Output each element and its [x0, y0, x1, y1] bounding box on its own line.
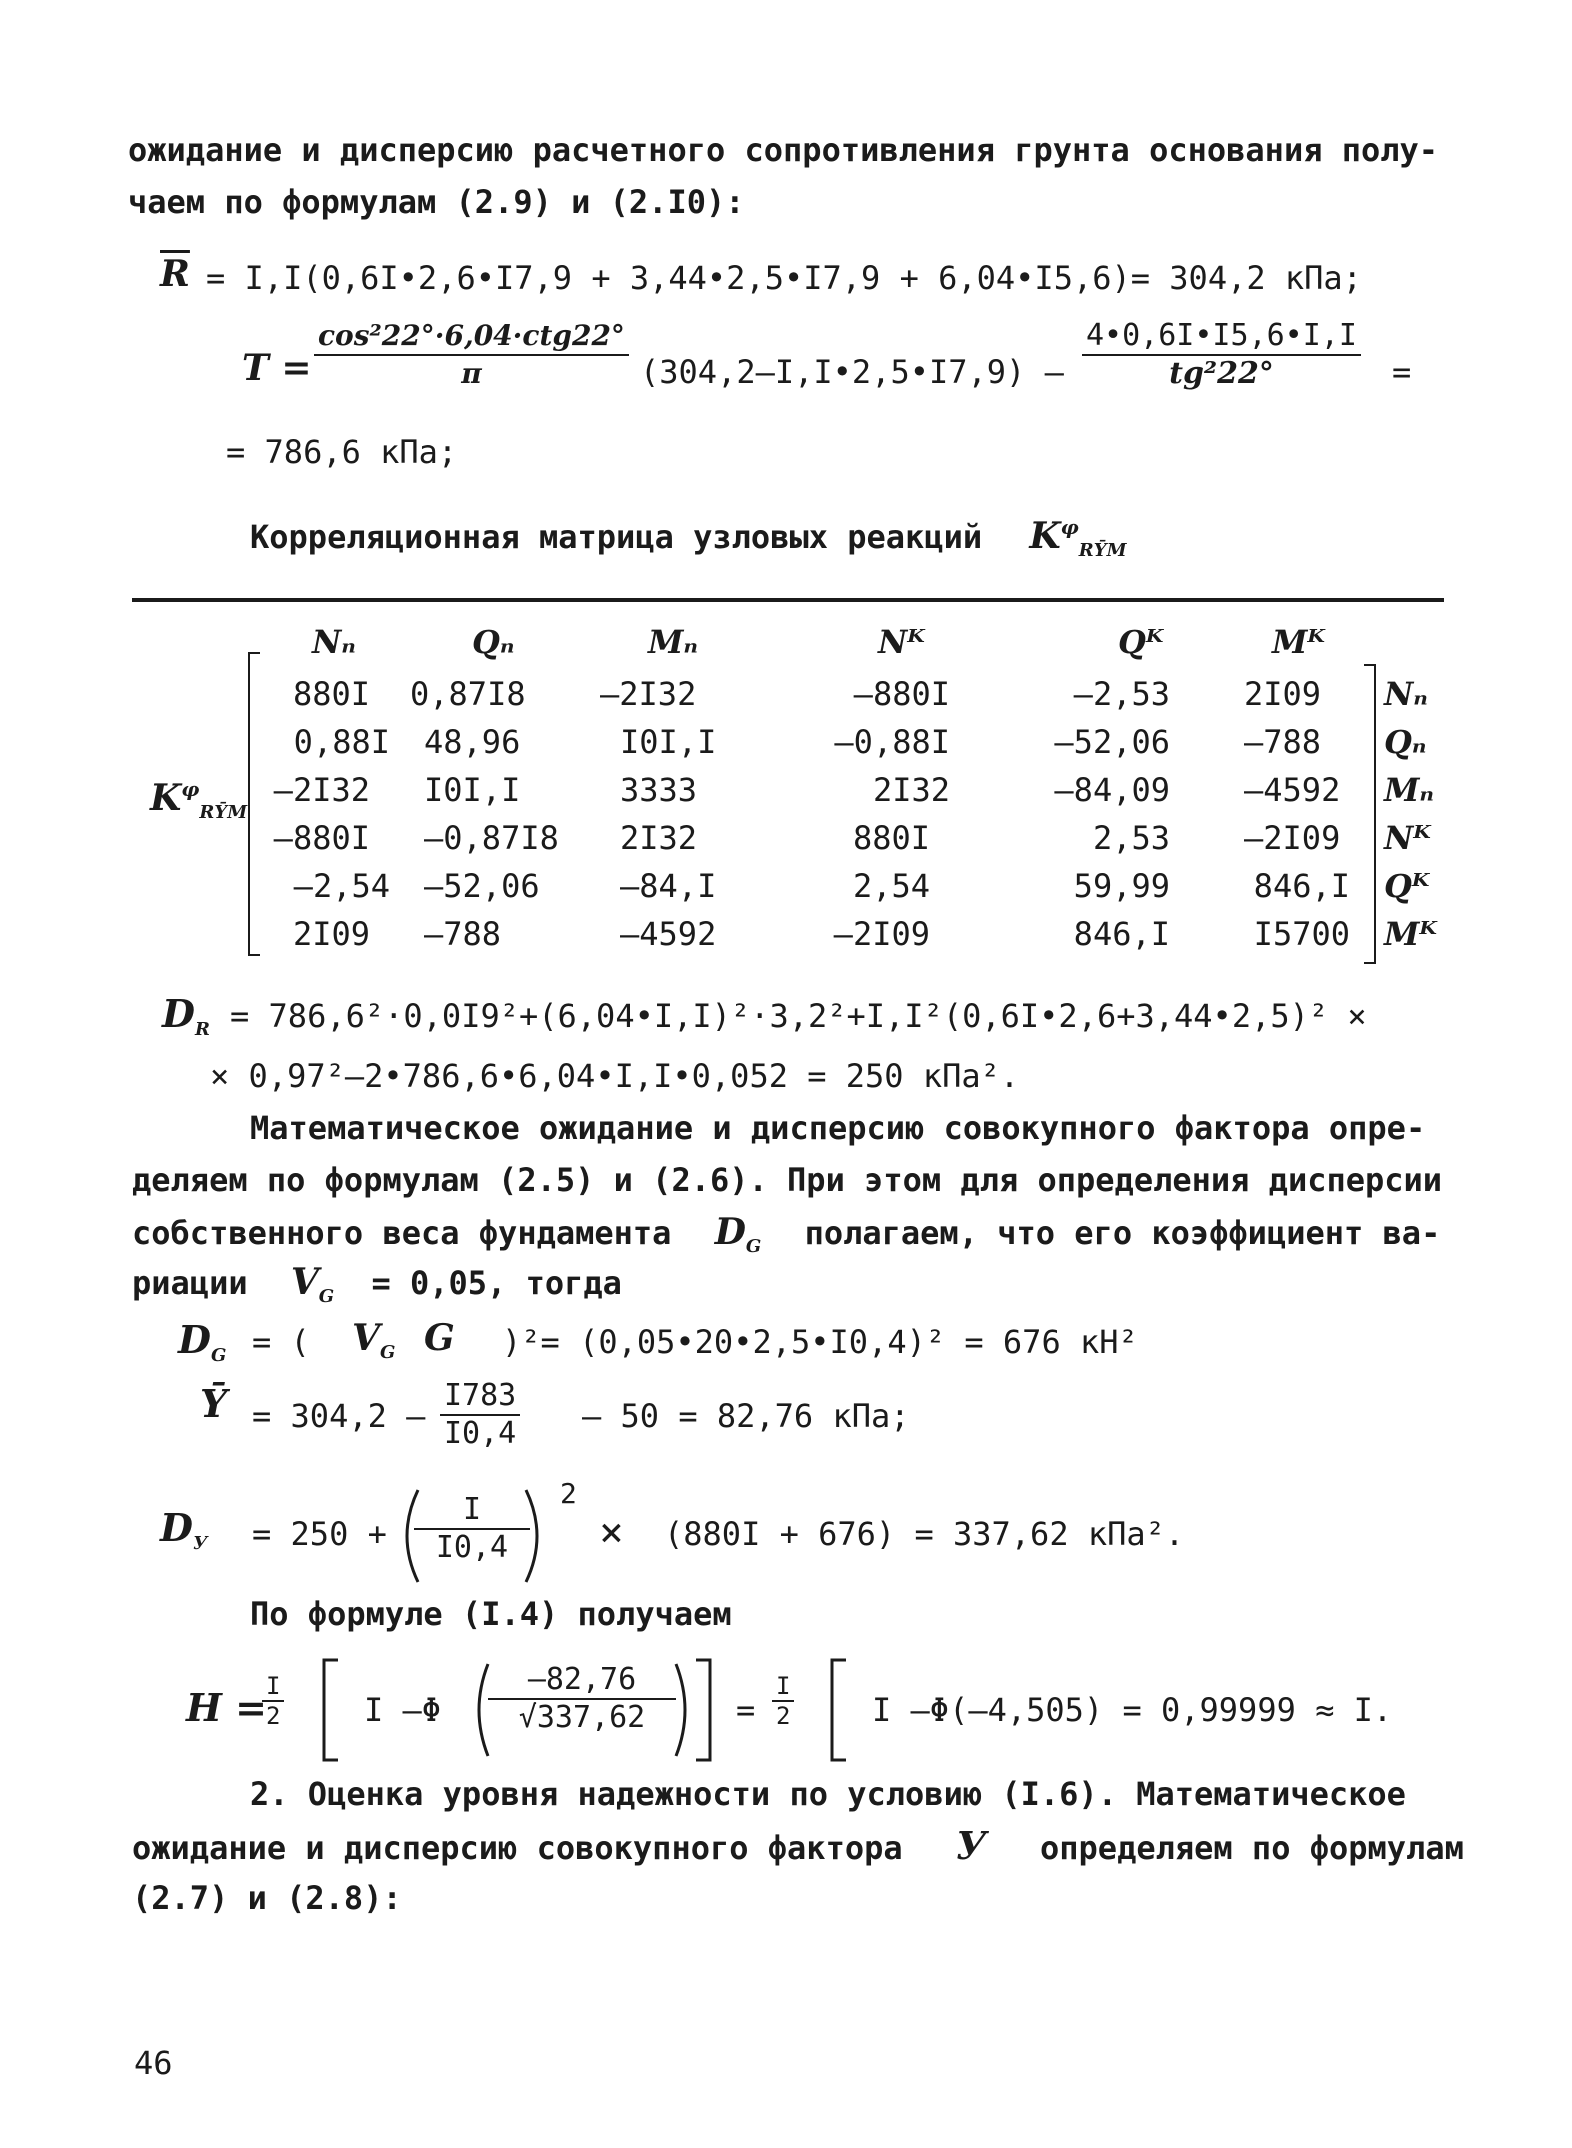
eq-h-right-bracket-1 [688, 1656, 718, 1764]
matrix-cell: –788 [1244, 723, 1322, 761]
matrix-cell: –0,87I8 [424, 819, 559, 857]
eq-y-lead: = 304,2 – [252, 1397, 426, 1435]
eq-dy-lead: = 250 + [252, 1515, 387, 1553]
col-header-nk: Nᴷ [878, 623, 925, 661]
dr-symbol: D [162, 991, 195, 1036]
eq-h-left-bracket-1 [316, 1656, 346, 1764]
vg-sub: G [318, 1286, 335, 1307]
eq-dg-sym: D [178, 1317, 211, 1362]
eq-h-half2-num: I [772, 1672, 794, 1702]
matrix-cell: 880I [292, 675, 370, 713]
matrix-cell: –788 [424, 915, 502, 953]
matrix-cell: 846,I [1253, 867, 1350, 905]
row-header-qn: Qₙ [1384, 723, 1427, 761]
matrix-cell: –4592 [1244, 771, 1341, 809]
row-header-mn: Mₙ [1384, 771, 1435, 809]
matrix-cell: I5700 [1253, 915, 1350, 953]
eq-h-half-1 [262, 1672, 284, 1730]
eq-h-part2: I –Φ(–4,505) = 0,99999 ≈ I. [872, 1691, 1393, 1729]
eq-dy-rest: (880I + 676) = 337,62 кПа². [664, 1515, 1185, 1553]
matrix-cell: –52,06 [424, 867, 540, 905]
row-header-mk: Mᴷ [1384, 915, 1437, 953]
eq-h-fraction [488, 1662, 676, 1736]
matrix-cell: 59,99 [1073, 867, 1170, 905]
eq-dy-fraction [414, 1492, 530, 1566]
eq-t-frac1-denominator: π [461, 357, 482, 390]
matrix-cell: –880I [273, 819, 370, 857]
eq-h-part1-text: I –Φ [364, 1691, 442, 1729]
eq-h-part1 [364, 1690, 441, 1730]
matrix-cell: 846,I [1073, 915, 1170, 953]
para3-line-2-a: ожидание и дисперсию совокупного фактора [132, 1829, 903, 1867]
col-header-nn: Nₙ [312, 623, 356, 661]
matrix-cell: 2,53 [1092, 819, 1170, 857]
eq-y-symbol: Ȳ [200, 1381, 228, 1426]
eq-dg-g: G [424, 1317, 455, 1359]
matrix-cell: 2I09 [292, 915, 370, 953]
eq-dy-power: 2 [560, 1477, 577, 1510]
intro-line-2: чаем по формулам (2.9) и (2.I0): [128, 183, 745, 221]
eq-h-symbol: H = [186, 1685, 267, 1730]
eq-h-half2-den: 2 [776, 1702, 791, 1730]
eq-y-rest: – 50 = 82,76 кПа; [582, 1397, 910, 1435]
eq-t-fraction-2 [1082, 318, 1361, 392]
matrix-caption-symbol [1029, 515, 1127, 561]
dg-sym: D [714, 1211, 746, 1253]
matrix-cell: 2I09 [1244, 675, 1322, 713]
matrix-cell: 880I [852, 819, 930, 857]
matrix-cell: 2,54 [852, 867, 930, 905]
para3-line-1: 2. Оценка уровня надежности по условию (I.6). Математическое [250, 1775, 1406, 1813]
eq-t-frac1-numerator: cos²22°·6,04·ctg22° [314, 318, 629, 356]
matrix-cell: –84,09 [1054, 771, 1170, 809]
para3-line-2 [132, 1823, 1464, 1868]
matrix-cell: –0,88I [834, 723, 950, 761]
eq-t-frac2-denominator: tg²22° [1169, 356, 1274, 391]
para2-vg-symbol [290, 1261, 335, 1307]
formula-ref-line: По формуле (I.4) получаем [250, 1595, 732, 1633]
eq-dy-sym: D [160, 1505, 193, 1550]
eq-dg-v-sym: V [352, 1317, 380, 1359]
eq-y-fraction [440, 1378, 520, 1452]
para2-line-3-b: полагаем, что его коэффициент ва- [804, 1214, 1441, 1252]
para2-line-3 [132, 1211, 1441, 1257]
eq-t-result: = 786,6 кПа; [226, 433, 458, 471]
matrix-cell: 2I32 [620, 819, 698, 857]
eq-r-symbol [160, 254, 190, 294]
caption-k-symbol: K [1029, 515, 1061, 557]
eq-y-denominator: I0,4 [444, 1416, 517, 1451]
caption-k-sub: RȲM [1078, 540, 1127, 561]
eq-t-tail: = [1392, 353, 1412, 391]
para2-line-2: деляем по формулам (2.5) и (2.6). При этом для определения дисперсии [132, 1161, 1443, 1199]
eq-y-numerator: I783 [440, 1378, 520, 1416]
para2-line-4-a: риации [132, 1264, 248, 1302]
matrix-caption [250, 515, 1127, 561]
eq-dy-numerator: I [414, 1492, 530, 1530]
vg-sym: V [290, 1261, 319, 1303]
col-header-qk: Qᴷ [1118, 623, 1164, 661]
col-header-mk: Mᴷ [1272, 623, 1325, 661]
page-number: 46 [134, 2044, 173, 2082]
matrix-cell: 2I32 [872, 771, 950, 809]
eq-t-middle: (304,2–I,I•2,5•I7,9) – [640, 353, 1064, 391]
eq-h-half1-den: 2 [266, 1702, 281, 1730]
matrix-cell: –2,53 [1073, 675, 1170, 713]
eq-dy-sub: У [192, 1533, 208, 1554]
matrix-cell: –84,I [620, 867, 717, 905]
matrix-cell: I0I,I [620, 723, 717, 761]
matrix-label-sup: φ [181, 777, 200, 801]
eq-dy-denominator: I0,4 [435, 1530, 509, 1565]
col-header-qn: Qₙ [472, 623, 515, 661]
eq-dg-rest: )²= (0,05•20•2,5•I0,4)² = 676 кН² [502, 1323, 1138, 1361]
row-header-nn: Nₙ [1384, 675, 1428, 713]
matrix-label-k: K [150, 777, 182, 819]
para2-line-1: Математическое ожидание и дисперсию совокупного фактора опре- [250, 1109, 1426, 1147]
matrix-cell: 0,87I8 [410, 675, 526, 713]
eq-h-half1-num: I [262, 1672, 284, 1702]
eq-dr-line-1: = 786,6²·0,0I9²+(6,04•I,I)²·3,2²+I,I²(0,6I•2,6+3,44•2,5)² × [230, 997, 1367, 1035]
dg-sub: G [745, 1236, 762, 1257]
matrix-cell: –4592 [620, 915, 717, 953]
matrix-top-rule [132, 598, 1444, 602]
matrix-cell: 48,96 [424, 723, 521, 761]
eq-dg-v [352, 1317, 396, 1363]
matrix-cell: –880I [853, 675, 950, 713]
para3-y-symbol: У [955, 1823, 987, 1868]
eq-t-frac2-numerator: 4•0,6I•I5,6•I,I [1082, 318, 1361, 356]
eq-h-frac-numerator: –82,76 [488, 1662, 676, 1700]
col-header-mn: Mₙ [648, 623, 699, 661]
matrix-cell: –2I32 [273, 771, 370, 809]
eq-dg-symbol [178, 1317, 227, 1366]
eq-h-half-2 [772, 1672, 794, 1730]
eq-h-frac-denominator: √337,62 [518, 1700, 646, 1735]
r-bar-symbol: $\overline{R}$ [160, 253, 190, 295]
eq-dg-eq: = ( [252, 1323, 310, 1361]
intro-line-1: ожидание и дисперсию расчетного сопротивления грунта основания полу- [128, 131, 1439, 169]
matrix-label [150, 774, 247, 822]
matrix-cell: 3333 [620, 771, 698, 809]
eq-dg-sub: G [210, 1345, 227, 1366]
matrix-cell: I0I,I [424, 771, 521, 809]
caption-k-sup: φ [1060, 515, 1079, 539]
para2-line-4 [132, 1261, 622, 1307]
matrix-cell: 0,88I [293, 723, 390, 761]
eq-dr-line-2: × 0,97²–2•786,6•6,04•I,I•0,052 = 250 кПа². [210, 1057, 1020, 1095]
para2-line-3-a: собственного веса фундамента [132, 1214, 672, 1252]
eq-t-symbol: T = [242, 347, 312, 389]
matrix-caption-text: Корреляционная матрица узловых реакций [250, 518, 983, 556]
matrix-cell: –2I09 [1244, 819, 1341, 857]
para3-line-2-b: определяем по формулам [1040, 1829, 1464, 1867]
row-header-nk: Nᴷ [1384, 819, 1431, 857]
eq-dy-symbol [160, 1505, 208, 1554]
matrix-cell: –2I09 [833, 915, 930, 953]
matrix-label-sub: RȲM [199, 802, 248, 823]
eq-t-fraction-1 [314, 318, 629, 392]
row-header-qk: Qᴷ [1384, 867, 1430, 905]
para2-line-4-b: = 0,05, тогда [371, 1264, 622, 1302]
eq-dr-symbol [162, 991, 210, 1040]
eq-h-left-bracket-2 [824, 1656, 854, 1764]
matrix-cell: –2,54 [293, 867, 390, 905]
eq-dg-v-sub: G [379, 1342, 396, 1363]
para2-dg-symbol [714, 1211, 762, 1257]
eq-dy-times: × [598, 1513, 625, 1551]
dr-symbol-sub: R [194, 1019, 210, 1040]
eq-h-eq2: = [736, 1691, 756, 1729]
para3-line-3: (2.7) и (2.8): [132, 1879, 402, 1917]
matrix-cell: –52,06 [1054, 723, 1170, 761]
eq-r-expression: = I,I(0,6I•2,6•I7,9 + 3,44•2,5•I7,9 + 6,04•I5,6)= 304,2 кПа; [206, 259, 1362, 297]
matrix-cell: –2I32 [600, 675, 697, 713]
